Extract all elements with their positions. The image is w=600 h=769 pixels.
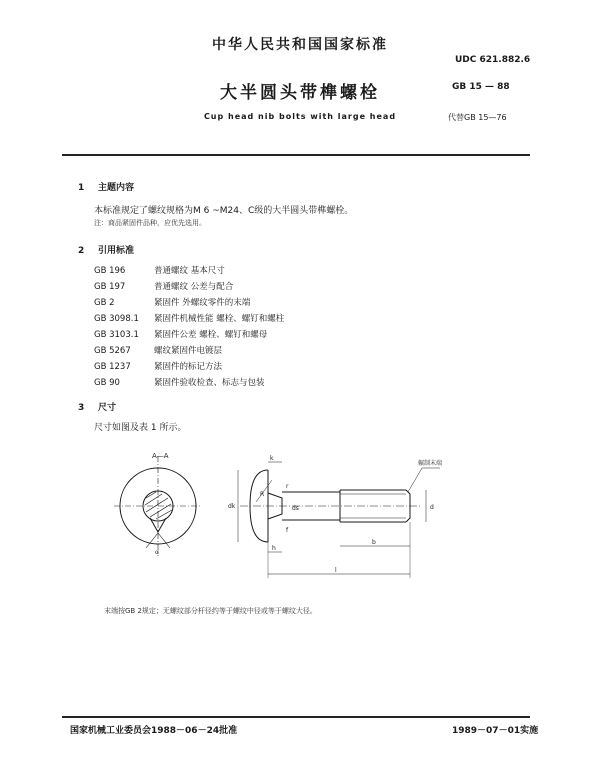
dim-d-label: d	[430, 504, 434, 511]
section-1-heading	[78, 180, 134, 193]
reference-title: 紧固件公差 螺栓、螺钉和螺母	[154, 330, 268, 340]
reference-code: GB 2	[94, 298, 115, 308]
section-title: 主题内容	[98, 183, 135, 193]
reference-code: GB 1237	[94, 362, 131, 372]
standard-title-en: Cup head nib bolts with large head	[203, 112, 397, 121]
reference-title: 螺纹紧固件电镀层	[154, 346, 223, 356]
section-2-heading	[78, 243, 134, 256]
reference-title: 紧固件 外螺纹零件的末端	[154, 298, 251, 308]
section-1-text: 本标准规定了螺纹规格为M 6 ~M24、C级的大半圆头带榫螺栓。	[94, 206, 354, 216]
issuing-authority: 中华人民共和国国家标准	[212, 37, 388, 53]
dim-dk-label: dk	[228, 503, 236, 510]
reference-code: GB 3103.1	[94, 330, 139, 340]
hatch-pattern	[145, 492, 172, 519]
section-title: 引用标准	[98, 246, 135, 256]
section-view-label: A—A	[152, 452, 169, 460]
reference-title: 紧固件的标记方法	[154, 362, 223, 372]
dim-l-label: l	[335, 567, 337, 574]
standard-number: GB 15 — 88	[452, 82, 510, 92]
reference-item	[94, 264, 225, 276]
reference-title: 普通螺纹 基本尺寸	[154, 266, 225, 276]
standard-title-zh: 大半圆头带榫螺栓	[220, 83, 380, 103]
section-number: 1	[78, 183, 85, 193]
header-rule	[62, 154, 530, 156]
angle-label: α	[155, 549, 159, 556]
footer-rule	[62, 716, 530, 718]
effective-date: 1989－07－01实施	[452, 726, 539, 736]
reference-item	[94, 296, 250, 308]
section-view	[114, 452, 202, 556]
section-1-note: 注：商品紧固件品种，应优先选用。	[94, 219, 206, 227]
reference-code: GB 5267	[94, 346, 131, 356]
rolled-end-callout: 辗制末端	[418, 460, 443, 467]
reference-item	[94, 312, 284, 324]
section-3-text: 尺寸如图及表 1 所示。	[94, 423, 187, 433]
dim-b-label: b	[372, 539, 376, 546]
reference-item	[94, 344, 222, 356]
section-number: 2	[78, 246, 85, 256]
section-3-heading	[78, 400, 116, 413]
udc-number: UDC 621.882.6	[455, 55, 531, 65]
bolt-drawing	[110, 448, 450, 598]
reference-code: GB 197	[94, 282, 126, 292]
reference-item	[94, 280, 233, 292]
reference-title: 普通螺纹 公差与配合	[154, 282, 234, 292]
dim-k-label: k	[270, 455, 274, 462]
replaces-note: 代替GB 15—76	[448, 113, 507, 122]
reference-item	[94, 376, 265, 388]
section-number: 3	[78, 403, 85, 413]
dim-r-label: r	[286, 483, 289, 490]
reference-title: 紧固件机械性能 螺栓、螺钉和螺柱	[154, 314, 285, 324]
section-title: 尺寸	[98, 403, 117, 413]
reference-item	[94, 328, 267, 340]
dim-f-label: f	[286, 527, 289, 534]
reference-title: 紧固件验收检查、标志与包装	[154, 378, 265, 388]
approval-line: 国家机械工业委员会1988－06－24批准	[70, 726, 238, 736]
reference-code: GB 3098.1	[94, 314, 139, 324]
reference-item	[94, 360, 222, 372]
reference-code: GB 90	[94, 378, 120, 388]
figure-note: 末端按GB 2规定；无螺纹部分杆径约等于螺纹中径或等于螺纹大径。	[104, 607, 317, 615]
dim-R-label: R	[260, 491, 265, 498]
reference-code: GB 196	[94, 266, 126, 276]
dim-ds-label: ds	[292, 505, 299, 512]
side-view	[228, 455, 442, 578]
callout-leader	[408, 468, 440, 492]
dim-h-label: h	[272, 545, 276, 552]
